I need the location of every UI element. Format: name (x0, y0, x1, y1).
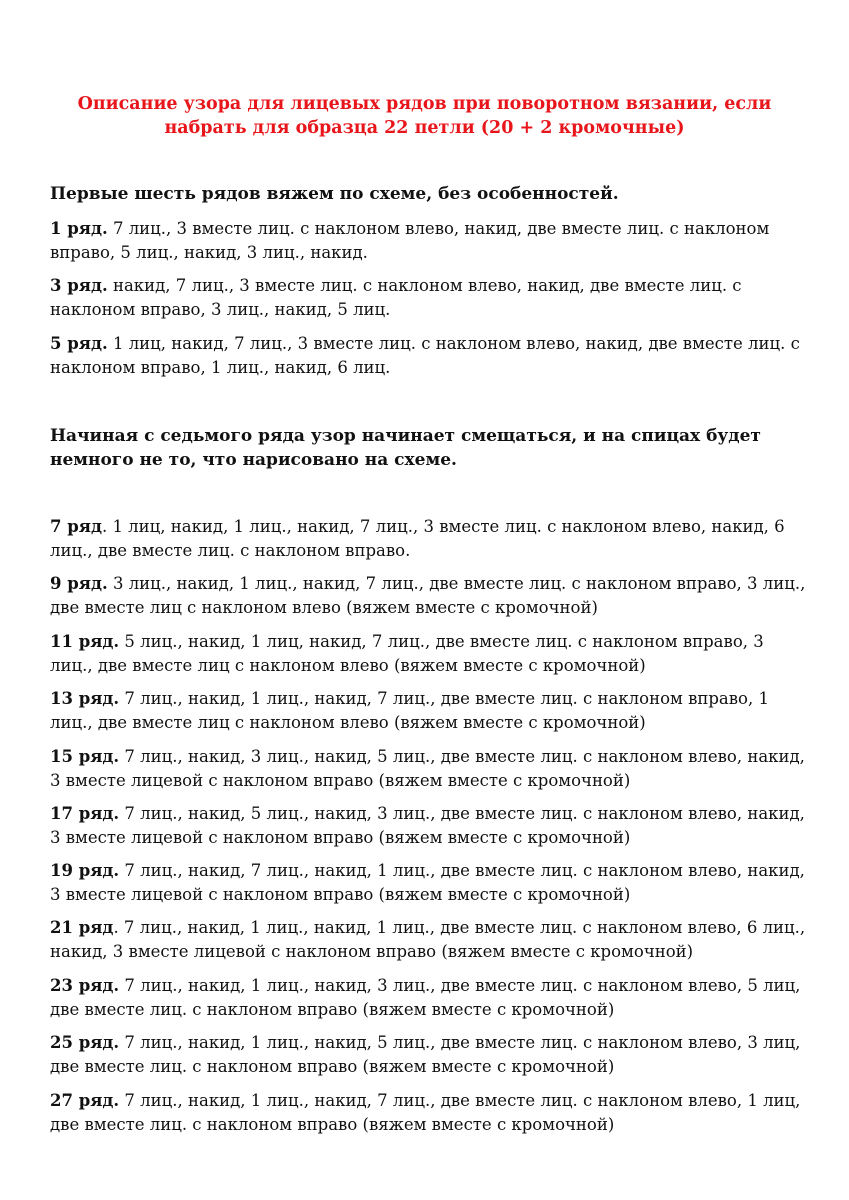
row-text: 5 лиц., накид, 1 лиц, накид, 7 лиц., две вместе лиц. с наклоном вправо, 3 лиц., две вместе лиц с наклоном влево (вяжем вместе с кромочной) (50, 632, 764, 675)
row-instruction-17 (50, 802, 810, 850)
row-label: 17 ряд. (50, 804, 120, 823)
row-instruction-21 (50, 916, 810, 964)
row-instruction-5 (50, 332, 810, 380)
row-label: 7 ряд (50, 517, 102, 536)
row-text: накид, 7 лиц., 3 вместе лиц. с наклоном влево, накид, две вместе лиц. с наклоном вправо, 3 лиц., накид, 5 лиц. (50, 276, 742, 319)
row-instruction-11 (50, 630, 810, 678)
row-instruction-3 (50, 274, 810, 322)
row-text: . 1 лиц, накид, 1 лиц., накид, 7 лиц., 3 вместе лиц. с наклоном влево, накид, 6 лиц., две вместе лиц. с наклоном вправо. (50, 517, 785, 560)
row-label: 9 ряд. (50, 574, 108, 593)
row-instruction-27 (50, 1089, 810, 1137)
row-label: 13 ряд. (50, 689, 120, 708)
row-label: 1 ряд. (50, 219, 108, 238)
section-heading-first-rows: Первые шесть рядов вяжем по схеме, без особенностей. (50, 184, 619, 204)
row-instruction-25 (50, 1031, 810, 1079)
row-text: 7 лиц., накид, 1 лиц., накид, 7 лиц., две вместе лиц. с наклоном влево, 1 лиц, две вместе лиц. с наклоном вправо (вяжем вместе с кромочной) (50, 1091, 801, 1134)
row-instruction-13 (50, 687, 810, 735)
row-label: 23 ряд. (50, 976, 120, 995)
row-instruction-23 (50, 974, 810, 1022)
page-title: Описание узора для лицевых рядов при поворотном вязании, если набрать для образца 22 петли (20 + 2 кромочные) (77, 94, 772, 138)
row-text: 7 лиц., накид, 7 лиц., накид, 1 лиц., две вместе лиц. с наклоном влево, накид, 3 вместе лицевой с наклоном вправо (вяжем вместе с кромочной) (50, 861, 805, 904)
section-heading-shift: Начиная с седьмого ряда узор начинает смещаться, и на спицах будет немного не то, что нарисовано на схеме. (50, 426, 761, 470)
row-label: 11 ряд. (50, 632, 120, 651)
row-label: 3 ряд. (50, 276, 108, 295)
row-label: 21 ряд (50, 918, 114, 937)
row-instruction-7 (50, 515, 810, 563)
row-instruction-19 (50, 859, 810, 907)
row-text: 7 лиц., накид, 1 лиц., накид, 3 лиц., две вместе лиц. с наклоном влево, 5 лиц, две вместе лиц. с наклоном вправо (вяжем вместе с кромочной) (50, 976, 801, 1019)
row-text: . 7 лиц., накид, 1 лиц., накид, 1 лиц., две вместе лиц. с наклоном влево, 6 лиц., накид, 3 вместе лицевой с наклоном вправо (вяжем вместе с кромочной) (50, 918, 806, 961)
row-text: 7 лиц., накид, 1 лиц., накид, 5 лиц., две вместе лиц. с наклоном влево, 3 лиц, две вместе лиц. с наклоном вправо (вяжем вместе с кромочной) (50, 1033, 801, 1076)
row-text: 7 лиц., накид, 5 лиц., накид, 3 лиц., две вместе лиц. с наклоном влево, накид, 3 вместе лицевой с наклоном вправо (вяжем вместе с кромочной) (50, 804, 805, 847)
row-label: 5 ряд. (50, 334, 108, 353)
row-text: 7 лиц., накид, 1 лиц., накид, 7 лиц., две вместе лиц. с наклоном вправо, 1 лиц., две вместе лиц с наклоном влево (вяжем вместе с кромочной) (50, 689, 769, 732)
row-label: 27 ряд. (50, 1091, 120, 1110)
row-text: 7 лиц., накид, 3 лиц., накид, 5 лиц., две вместе лиц. с наклоном влево, накид, 3 вместе лицевой с наклоном вправо (вяжем вместе с кромочной) (50, 747, 805, 790)
row-instruction-15 (50, 745, 810, 793)
row-label: 15 ряд. (50, 747, 120, 766)
row-instruction-9 (50, 572, 810, 620)
row-label: 25 ряд. (50, 1033, 120, 1052)
row-label: 19 ряд. (50, 861, 120, 880)
row-text: 7 лиц., 3 вместе лиц. с наклоном влево, накид, две вместе лиц. с наклоном вправо, 5 лиц., накид, 3 лиц., накид. (50, 219, 770, 262)
row-instruction-1 (50, 217, 810, 265)
row-text: 1 лиц, накид, 7 лиц., 3 вместе лиц. с наклоном влево, накид, две вместе лиц. с наклоном вправо, 1 лиц., накид, 6 лиц. (50, 334, 800, 377)
row-text: 3 лиц., накид, 1 лиц., накид, 7 лиц., две вместе лиц. с наклоном вправо, 3 лиц., две вместе лиц с наклоном влево (вяжем вместе с кромочной) (50, 574, 806, 617)
